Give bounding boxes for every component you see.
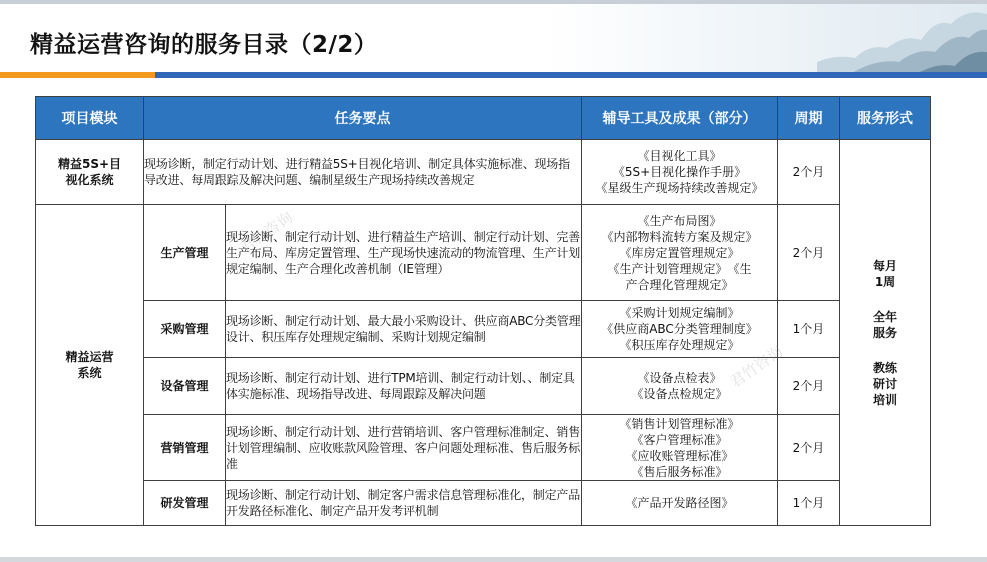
table-row	[36, 301, 931, 358]
sub-module-rnd: 研发管理	[144, 481, 226, 526]
tool-item: 《应收账管理标准》	[625, 448, 734, 463]
header-tools: 辅导工具及成果（部分）	[582, 97, 778, 140]
module-5s-visual	[36, 140, 144, 205]
form-line: 教练	[872, 360, 897, 375]
task-cell: 现场诊断、制定行动计划、进行TPM培训、制定行动计划、、制定具体实施标准、现场指导改进、每周跟踪及解决问题	[226, 358, 582, 415]
landscape-decoration	[817, 4, 987, 76]
tools-cell	[582, 481, 778, 526]
title-underline	[155, 72, 987, 78]
cycle-cell: 1个月	[778, 301, 840, 358]
table-row	[36, 140, 931, 205]
tool-item: 《库房定置管理规定》	[619, 245, 740, 260]
cycle-cell: 1个月	[778, 481, 840, 526]
tool-item: 《积压库存处理规定》	[619, 338, 740, 352]
sub-module-purchasing: 采购管理	[144, 301, 226, 358]
task-cell: 现场诊断、制定行动计划、最大最小采购设计、供应商ABC分类管理设计、积压库存处理规定编制、采购计划规定编制	[226, 301, 582, 358]
form-line: 培训	[872, 392, 897, 407]
header-service-form: 服务形式	[840, 97, 931, 140]
sub-module-production: 生产管理	[144, 205, 226, 301]
tools-cell	[582, 140, 778, 205]
sub-module-marketing: 营销管理	[144, 415, 226, 481]
tool-item: 《5S+目视化操作手册》	[612, 165, 747, 179]
tools-cell	[582, 205, 778, 301]
tool-item: 《生产布局图》	[637, 213, 722, 228]
form-line: 全年	[872, 309, 897, 324]
table-row	[36, 415, 931, 481]
tool-item: 《内部物料流转方案及规定》	[601, 229, 758, 244]
tool-item: 《生产计划管理规定》 《生	[607, 261, 752, 276]
watermark: 君竹咨询	[236, 208, 297, 258]
tools-cell	[582, 301, 778, 358]
tool-item: 《采购计划规定编制》	[619, 306, 740, 320]
service-form-cell	[840, 140, 931, 526]
form-line: 服务	[872, 325, 897, 340]
table-row	[36, 358, 931, 415]
header-cycle: 周期	[778, 97, 840, 140]
cycle-cell: 2个月	[778, 415, 840, 481]
tools-cell	[582, 415, 778, 481]
cycle-cell: 2个月	[778, 205, 840, 301]
tool-item: 《目视化工具》	[637, 149, 722, 163]
form-line: 每月	[872, 258, 897, 273]
module-line: 视化系统	[65, 173, 114, 187]
task-cell: 现场诊断、制定行动计划、制定客户需求信息管理标准化，制定产品开发路径标准化、制定产品开发考评机制	[226, 481, 582, 526]
cycle-cell: 2个月	[778, 140, 840, 205]
tool-item: 《产品开发路径图》	[625, 496, 734, 510]
form-line: 1周	[874, 274, 896, 289]
module-line: 精益运营	[65, 350, 114, 364]
cycle-cell: 2个月	[778, 358, 840, 415]
task-cell: 现场诊断、制定行动计划、进行营销培训、客户管理标准制定、销售计划管理编制、应收账款风险管理、客户问题处理标准、售后服务标准	[226, 415, 582, 481]
task-cell: 现场诊断、制定行动计划、进行精益生产培训、制定行动计划、完善生产布局、库房定置管理、生产现场快速流动的物流管理、生产计划规定编制、生产合理化改善机制（IE管理）	[226, 205, 582, 301]
sub-module-equipment: 设备管理	[144, 358, 226, 415]
table-row	[36, 205, 931, 301]
page-title: 精益运营咨询的服务目录（2/2）	[30, 32, 378, 58]
tool-item: 《设备点检规定》	[631, 387, 728, 401]
table-row	[36, 481, 931, 526]
service-catalog-table	[35, 96, 931, 526]
tool-item: 《星级生产现场持续改善规定》	[595, 181, 764, 195]
watermark: 君竹咨询	[726, 342, 787, 392]
module-lean-operations	[36, 205, 144, 526]
header-tasks: 任务要点	[144, 97, 582, 140]
module-line: 精益5S+目	[57, 157, 122, 171]
tool-item: 《销售计划管理标准》	[619, 416, 740, 431]
tool-item: 《供应商ABC分类管理制度》	[601, 322, 758, 336]
tool-item: 《客户管理标准》	[631, 432, 728, 447]
title-underline-accent	[0, 72, 155, 78]
tool-item: 《设备点检表》	[637, 371, 722, 385]
module-line: 系统	[77, 366, 102, 380]
tool-item: 产合理化管理规定》	[625, 277, 734, 292]
header-module: 项目模块	[36, 97, 144, 140]
task-cell: 现场诊断，制定行动计划、进行精益5S+目视化培训、制定具体实施标准、现场指导改进、每周跟踪及解决问题、编制星级生产现场持续改善规定	[144, 140, 582, 205]
tool-item: 《售后服务标准》	[631, 464, 728, 479]
table-header-row	[36, 97, 931, 140]
bottom-strip	[0, 557, 987, 562]
form-line: 研讨	[872, 376, 897, 391]
